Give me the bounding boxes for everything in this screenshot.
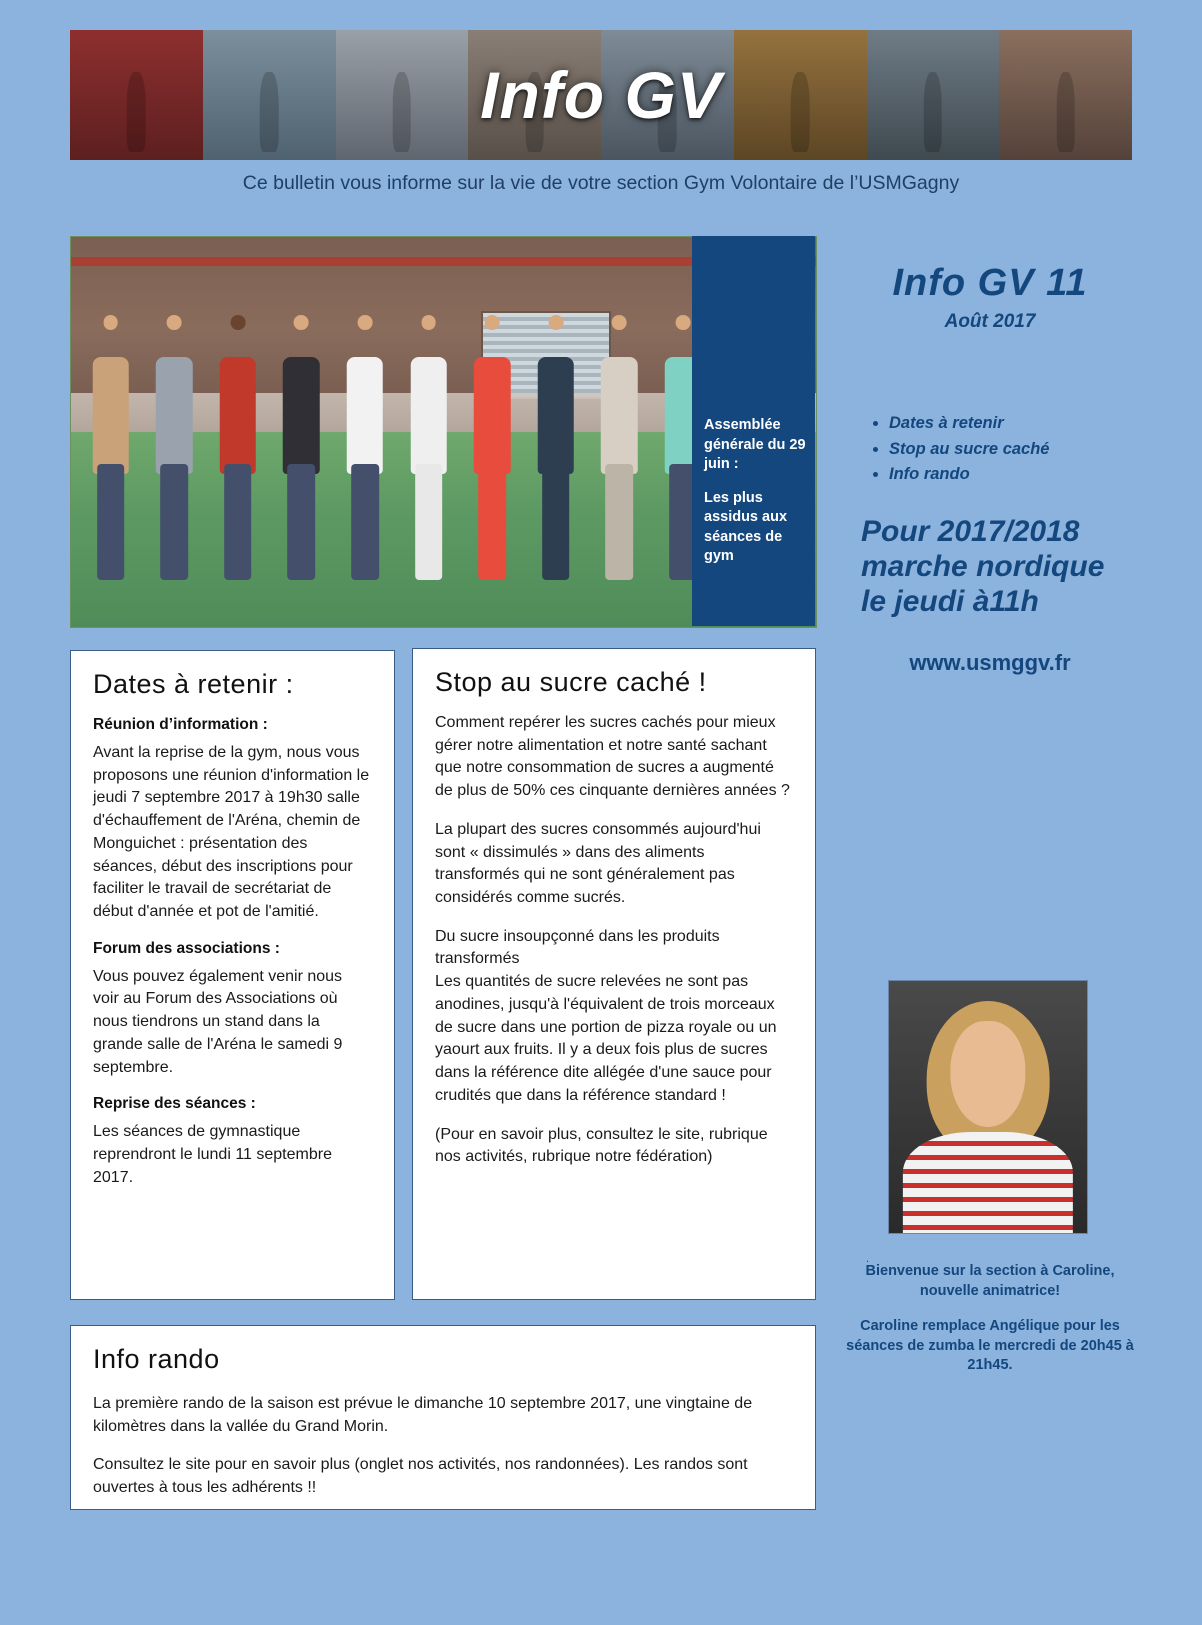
hero-person [595,315,644,580]
portrait-face [950,1021,1025,1127]
hero-person [467,315,516,580]
hero-person [340,315,389,580]
masthead-subtitle: Ce bulletin vous informe sur la vie de votre section Gym Volontaire de l’USMGagny [242,172,960,194]
toc-item: • Dates à retenir [889,411,1135,437]
article-sucre-paragraph-5: (Pour en savoir plus, consultez le site, rubrique nos activités, rubrique notre fédération) [435,1125,768,1166]
hero-people-group [86,315,771,580]
hero-person [213,315,262,580]
hero-caption-line-1: Assemblée générale du 29 juin : [704,417,806,473]
article-sucre-paragraph-3: Du sucre insoupçonné dans les produits transformés [435,927,720,968]
article-rando-paragraph-1: La première rando de la saison est prévue le dimanche 10 septembre 2017, une vingtaine de kilomètres dans la vallée du Grand Morin. [93,1395,753,1435]
sidebar [845,262,1135,676]
article-dates-subtitle-3: Reprise des séances : [93,1095,256,1113]
article-rando-title: Info rando [93,1344,220,1374]
animator-welcome-line-2: Caroline remplace Angélique pour les séances de zumba le mercredi de 20h45 à 21h45. [846,1318,1134,1374]
article-dates-paragraph-2: Vous pouvez également venir nous voir au Forum des Associations où nous tiendrons un stand dans la grande salle de l'Aréna le samedi 9 septembre. [93,967,343,1076]
hero-person [404,315,453,580]
issue-date: Août 2017 [944,311,1036,332]
article-dates-subtitle-2: Forum des associations : [93,939,280,957]
masthead-banner [70,30,1132,160]
article-dates-paragraph-3: Les séances de gymnastique reprendront le lundi 11 septembre 2017. [93,1123,332,1186]
table-of-contents [867,411,1135,488]
hero-person [149,315,198,580]
hero-caption-panel [692,236,815,626]
animator-portrait-photo [888,980,1088,1234]
article-dates-subtitle-1: Réunion d’information : [93,716,268,733]
hero-caption-line-2: Les plus assidus aux séances de gym [704,489,788,565]
article-sucre-title: Stop au sucre caché ! [435,667,707,697]
hero-person [531,315,580,580]
website-link[interactable]: www.usmggv.fr [909,649,1071,675]
animator-welcome-note [845,1262,1135,1392]
article-dates-title: Dates à retenir : [93,669,294,699]
promo-nordic-walking: Pour 2017/2018 marche nordique le jeudi à11h [861,514,1105,619]
article-stop-au-sucre-cache [412,648,816,1300]
article-info-rando [70,1325,816,1510]
portrait-striped-top [903,1132,1073,1233]
article-dates-paragraph-1: Avant la reprise de la gym, nous vous proposons une réunion d'information le jeudi 7 septembre 2017 à 19h30 salle d'échauffement de l'Aréna, chemin de Monguichet : présentation des séances, début des inscriptions pour faciliter le travail de secrétariat de début d'année et pot de l'amitié. [93,744,370,921]
article-rando-paragraph-2: Consultez le site pour en savoir plus (onglet nos activités, nos randonnées). Les randos sont ouvertes à tous les adhérents !! [93,1456,748,1497]
article-sucre-paragraph-4: Les quantités de sucre relevées ne sont pas anodines, jusqu'à l'équivalent de trois morceaux de sucre dans une portion de pizza royale ou un yaourt aux fruits. Il y a deux fois plus de sucres dans la référence dite allégée d'une sauce pour crudités que dans la référence standard ! [435,973,777,1104]
page-title: Info GV [480,58,722,132]
article-sucre-paragraph-2: La plupart des sucres consommés aujourd'hui sont « dissimulés » dans des aliments transformés qui ne sont généralement pas considérés comme sucrés. [435,820,761,907]
toc-item: • Stop au sucre caché [889,437,1135,463]
animator-welcome-line-1: Bienvenue sur la section à Caroline, nouvelle animatrice! [865,1263,1115,1299]
toc-item: • Info rando [889,462,1135,488]
hero-person [277,315,326,580]
article-dates-a-retenir [70,650,395,1300]
hero-person [86,315,135,580]
stray-period: . [866,1253,870,1265]
issue-title: Info GV 11 [892,262,1088,304]
article-sucre-paragraph-1: Comment repérer les sucres cachés pour mieux gérer notre alimentation et notre santé sachant que notre consommation de sucres a augmenté de plus de 50% ces cinquante dernières années ? [435,714,790,800]
